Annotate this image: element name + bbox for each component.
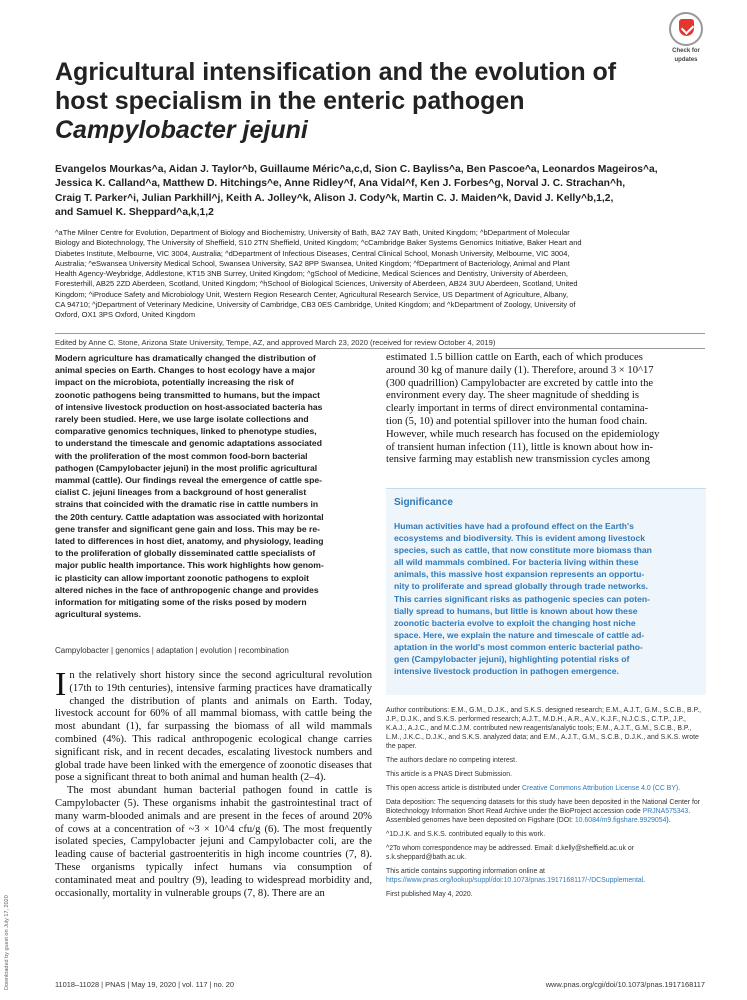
significance-line: animals, this massive host expansion represents an opportu- <box>394 569 645 580</box>
introduction <box>55 666 372 900</box>
significance-line: gen (Campylobacter jejuni), highlighting potential risks of <box>394 654 630 665</box>
equal-contribution-note: ^1D.J.K. and S.K.S. contributed equally to this work. <box>386 831 546 838</box>
supporting-text: This article contains supporting information online at <box>386 868 545 875</box>
check-for-updates-button[interactable] <box>662 12 710 64</box>
abstract-line: gene transfer and significant gene gain and loss. This may be re- <box>55 523 321 534</box>
footer-doi-link[interactable]: www.pnas.org/cgi/doi/10.1073/pnas.1917168117 <box>545 980 705 989</box>
download-notice: Downloaded by guest on July 17, 2020 <box>4 895 10 990</box>
check-updates-label-2: updates <box>674 57 698 63</box>
abstract-line: zoonotic pathogens being transmitted to humans, but the impact <box>55 389 320 400</box>
intro-text-1: n the relatively short history since the second agricultural revolution (17th to 19th centuries), intensive farming practices have dramatically changed the distribution of plants and animals on Earth. Today, livestock account for 60% of all mammal biomass, with cattle being the most abundant (1), far surpassing the biomass of all wild mammals combined (4%). This radical anthropogenic ecological change carries significant risk, and in recent decades, escalating livestock numbers and global trade have been linked with the emergence of zoonotic diseases that pose a significant threat to both animal and human health (2–4). <box>55 670 372 784</box>
significance-line: space. Here, we explain the nature and timescale of cattle ad- <box>394 629 645 640</box>
body-line: tensive farming may establish new transmission cycles among <box>386 454 650 466</box>
author-contributions: Author contributions: E.M., G.M., D.J.K., and S.K.S. designed research; E.M., A.J.T., G.M., S.C.B., B.P., J.P., D.J.K., and S.K.S. performed research; A.J.T., M.D.H., A.R., A.V., K.J.F., N.J.C.S., C.T.P., J.P., K.A.J., A.J.C., and M.C.J.M. contributed new reagents/analytic tools; E.M., A.J.T., G.M., S.C.B., B.P., L.M., J.K.C., D.J.K., and S.K.S. analyzed data; and E.M., A.J.T., G.M., S.C.B., D.J.K., and S.K.S. wrote the paper. <box>386 707 702 750</box>
deposition-text: ). <box>666 817 671 824</box>
significance-line: nity to proliferate and spread globally through trade networks. <box>394 581 649 592</box>
abstract-line: lated to differences in host diet, anatomy, and physiology, leading <box>55 536 324 547</box>
significance-line: all wild mammals combined. For bacteria living within these <box>394 557 639 568</box>
affiliation-line: Health Agency-Weybridge, Addlestone, KT15 3NB Surrey, United Kingdom; ^gSchool of Medicine, Medical Sciences and Dentistry, University of Aberdeen, <box>55 269 568 279</box>
title-line-2: host specialism in the enteric pathogen <box>55 87 525 115</box>
divider <box>55 348 705 349</box>
abstract-line: information for mitigating some of the risks posed by modern <box>55 597 307 608</box>
affiliations <box>55 228 705 321</box>
significance-line: species, such as cattle, that now constitute more biomass than <box>394 545 652 556</box>
abstract-line: pathogen (Campylobacter jejuni) in the most prolific agricultural <box>55 462 318 473</box>
footer-citation: 11018–11028 | PNAS | May 19, 2020 | vol. 117 | no. 20 <box>55 980 235 989</box>
first-published: First published May 4, 2020. <box>386 891 473 898</box>
abstract-line: rarely been studied. Here, we use large isolate collections and <box>55 414 309 425</box>
abstract-line: altered niches in the face of anthropogenic change and provides <box>55 584 319 595</box>
significance-heading: Significance <box>394 497 453 508</box>
abstract <box>55 352 372 620</box>
significance-line: This carries significant risks as pathogenic species can poten- <box>394 593 650 604</box>
open-access-text: This open access article is distributed under <box>386 785 522 792</box>
open-access-note <box>386 784 706 793</box>
drop-cap: I <box>55 666 67 703</box>
affiliation-line: Foresterhill, AB25 2ZD Aberdeen, Scotland, United Kingdom; ^hSchool of Biological Sciences, University of Aberdeen, AB24 3UU Aberdeen, Scotland, United <box>55 279 578 289</box>
check-updates-label-1: Check for <box>672 48 700 54</box>
body-line: (300 quadrillion) Campylobacter are excreted by cattle into the <box>386 377 654 389</box>
divider <box>55 333 705 334</box>
title-line-3: Campylobacter jejuni <box>55 116 308 144</box>
author-list <box>55 163 705 220</box>
significance-line: ecosystems and biodiversity. This is evident among livestock <box>394 533 646 544</box>
significance-line: Human activities have had a profound effect on the Earth's <box>394 521 634 531</box>
affiliation-line: Kingdom; ^iProduce Safety and Microbiology Unit, Western Region Research Center, Agricultural Research Service, US Department of Agriculture, Albany, <box>55 289 569 299</box>
abstract-line: animal species on Earth. Changes to host ecology have a major <box>55 365 316 376</box>
significance-line: tially spread to humans, but little is known about how these <box>394 605 638 616</box>
significance-line: aptation in the world's most common enteric bacterial patho- <box>394 641 643 652</box>
abstract-line: comparative genomics techniques, linked to phenotype studies, <box>55 426 317 437</box>
title-line-1: Agricultural intensification and the evolution of <box>55 58 617 86</box>
competing-interest: The authors declare no competing interest. <box>386 757 517 764</box>
author-line: Craig T. Parker^i, Julian Parkhill^j, Keith A. Jolley^k, Alison J. Cody^k, Martin C. J. Maiden^k, David J. Kelly^b,1,2, <box>55 192 614 204</box>
abstract-line: strains that coincided with the dramatic rise in cattle numbers in <box>55 499 319 510</box>
significance-box <box>386 488 706 695</box>
crossmark-icon <box>669 12 703 46</box>
intro-paragraph-2: The most abundant human bacterial pathogen found in cattle is Campylobacter (5). These organisms inhabit the gastrointestinal tract of many warm-blooded animals and are present in the feces of around 20% of cows at a concentration of ~3 × 10^4 cfu/g (6). The most frequently isolated species, Campylobacter jejuni and Campylobacter coli, are the leading cause of bacterial gastroenteritis in high income countries (7, 8). These organisms typically infect humans via consumption of contaminated meat and poultry (9), leading to widespread morbidity and, occasionally, mortality in vulnerable groups (7, 8). There are an <box>55 785 372 899</box>
intro-paragraph-1 <box>55 666 372 785</box>
abstract-line: with the proliferation of the most common food-born bacterial <box>55 450 308 461</box>
author-line: and Samuel K. Sheppard^a,k,1,2 <box>55 206 214 218</box>
affiliation-line: CA 94710; ^jDepartment of Veterinary Medicine, University of Cambridge, CB3 0ES Cambridge, United Kingdom; and ^kDepartment of Zoology, University of <box>55 300 576 310</box>
author-line: Jessica K. Calland^a, Matthew D. Hitchings^e, Anne Ridley^f, Ana Vidal^f, Ken J. Forbes^g, Norval J. C. Strachan^h, <box>55 178 626 190</box>
deposition-text: Data deposition: The sequencing datasets for this study have been deposited in the National Center for Biotechnology Information Short Read Archive under the BioProject accession code <box>386 799 700 815</box>
supporting-link[interactable]: https://www.pnas.org/lookup/suppl/doi:10.1073/pnas.1917168117/-/DCSupplemental <box>386 877 644 884</box>
data-deposition <box>386 798 706 825</box>
abstract-line: ic plasticity can allow important zoonotic pathogens to exploit <box>55 572 310 583</box>
abstract-line: to understand the timescale and genomic adaptations associated <box>55 438 322 449</box>
affiliation-line: Biology and Biotechnology, The University of Sheffield, S10 2TN Sheffield, United Kingdom; ^cCambridge Baker Systems Genomics Initiative, Baker Heart and <box>55 238 582 248</box>
body-line: However, while much research has focused on the epidemiology <box>386 428 660 440</box>
body-line: environment every day. The sheer magnitude of shedding is <box>386 390 640 402</box>
body-line: of transient human infection (11), little is known about how in- <box>386 441 654 453</box>
abstract-line: cialist C. jejuni lineages from a background of host generalist <box>55 487 307 498</box>
body-line: estimated 1.5 billion cattle on Earth, each of which produces <box>386 352 643 363</box>
figshare-link[interactable]: 10.6084/m9.figshare.9929054 <box>574 817 667 824</box>
supporting-info <box>386 867 706 885</box>
supporting-text: . <box>643 877 646 884</box>
body-right-column <box>386 352 706 467</box>
body-line: tion (5, 10) and potential spillover into the human food chain. <box>386 415 648 427</box>
affiliation-line: Diabetes Institute, Melbourne, VIC 3004, Australia; ^dDepartment of Infectious Diseases, Central Clinical School, Monash University, Melbourne, VIC 3004, <box>55 248 570 258</box>
significance-line: intensive livestock production in pathogen emergence. <box>394 666 619 677</box>
correspondence-note: ^2To whom correspondence may be addressed. Email: d.kelly@sheffield.ac.uk or s.k.sheppard@bath.ac.uk. <box>386 845 634 861</box>
abstract-line: major public health importance. This work highlights how genom- <box>55 560 324 571</box>
edited-by: Edited by Anne C. Stone, Arizona State University, Tempe, AZ, and approved March 23, 2020 (received for review October 4, 2019) <box>55 338 496 347</box>
affiliation-line: Australia; ^eSwansea University Medical School, Swansea University, SA2 8PP Swansea, United Kingdom; ^fDepartment of Bacteriology, Animal and Plant <box>55 258 570 268</box>
significance-line: zoonotic bacteria evolve to exploit the changing host niche <box>394 617 636 628</box>
bioproject-link[interactable]: PRJNA575343 <box>642 808 689 815</box>
affiliation-line: ^aThe Milner Centre for Evolution, Department of Biology and Biochemistry, University of Bath, BA2 7AY Bath, United Kingdom; ^bDepartment of Molecular <box>55 228 570 237</box>
abstract-line: mammal (cattle). Our findings reveal the emergence of cattle spe- <box>55 475 322 486</box>
abstract-line: to the proliferation of globally disseminated cattle specialists of <box>55 548 316 559</box>
license-link[interactable]: Creative Commons Attribution License 4.0 (CC BY). <box>521 785 681 792</box>
author-line: Evangelos Mourkas^a, Aidan J. Taylor^b, Guillaume Méric^a,c,d, Sion C. Bayliss^a, Ben Pascoe^a, Leonardos Mageiros^a, <box>55 164 658 175</box>
affiliation-line: Oxford, OX1 3PS Oxford, United Kingdom <box>55 310 196 320</box>
abstract-line: agricultural systems. <box>55 609 141 620</box>
body-line: clearly important in terms of direct environmental contamina- <box>386 403 649 415</box>
abstract-line: Modern agriculture has dramatically changed the distribution of <box>55 353 316 363</box>
abstract-line: the 20th century. Cattle adaptation was associated with horizontal <box>55 511 324 522</box>
abstract-line: impact on the microbiota, potentially increasing the risk of <box>55 377 294 388</box>
direct-submission: This article is a PNAS Direct Submission. <box>386 771 512 778</box>
article-title <box>55 58 655 145</box>
abstract-line: of intensive livestock production on host-associated bacteria has <box>55 401 323 412</box>
keywords: Campylobacter | genomics | adaptation | evolution | recombination <box>55 646 289 655</box>
body-line: around 30 kg of manure daily (1). Therefore, around 3 × 10^17 <box>386 364 654 376</box>
article-notes <box>386 706 706 904</box>
deposition-text: . Assembled genomes have been deposited on Figshare (DOI: <box>386 808 691 824</box>
